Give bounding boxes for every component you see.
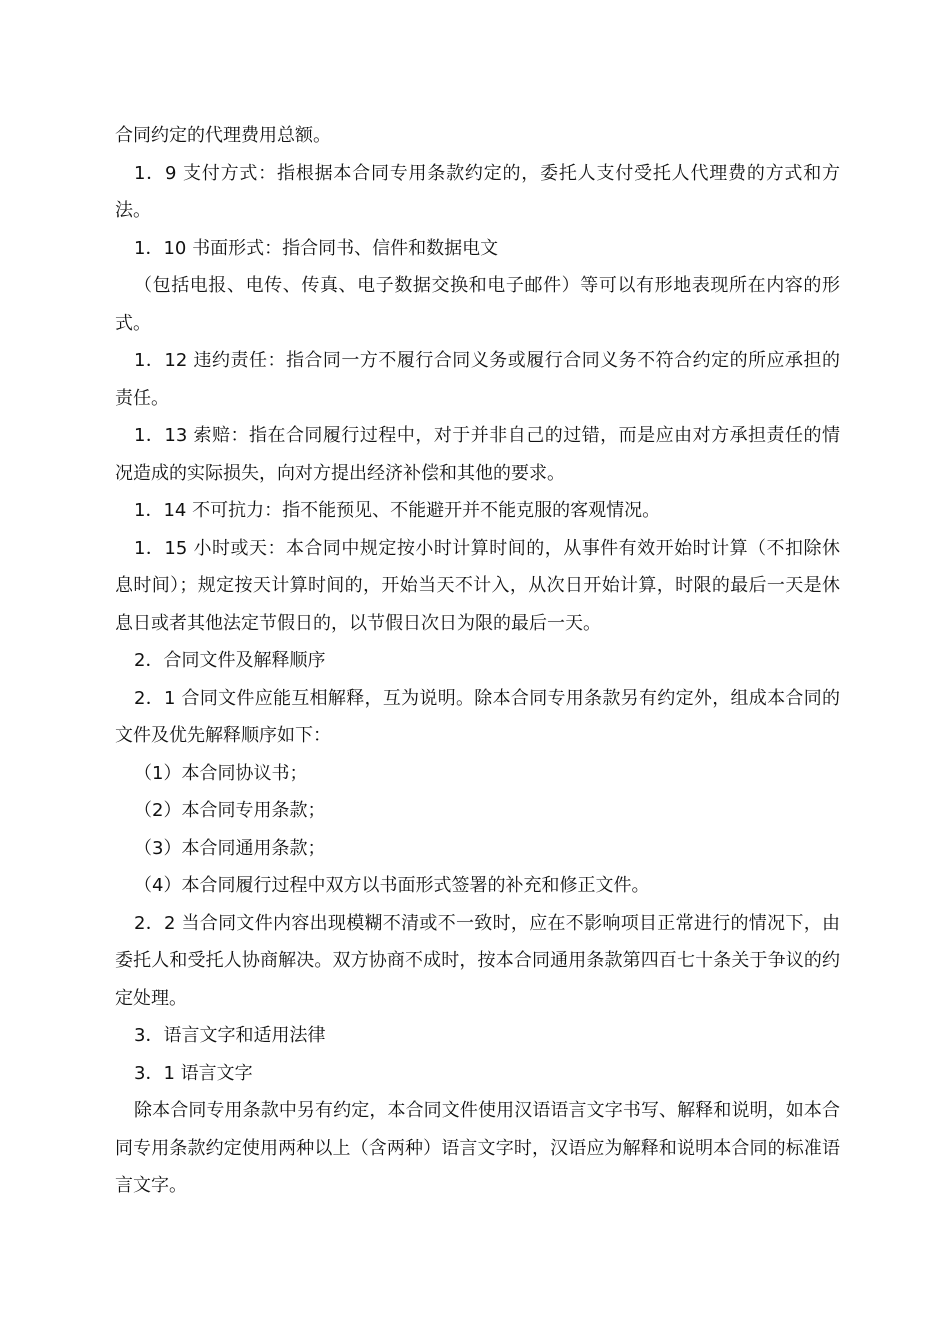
- clause-1-9: 1．9 支付方式：指根据本合同专用条款约定的，委托人支付受托人代理费的方式和方法。: [115, 162, 840, 221]
- list-item-4: （4）本合同履行过程中双方以书面形式签署的补充和修正文件。: [134, 875, 650, 896]
- clause-1-13: 1．13 索赔：指在合同履行过程中，对于并非自己的过错，而是应由对方承担责任的情况造成的实际损失，向对方提出经济补偿和其他的要求。: [115, 425, 840, 484]
- paragraph-continuation: 合同约定的代理费用总额。: [115, 125, 331, 146]
- list-item-1: （1）本合同协议书；: [134, 762, 308, 784]
- clause-1-10-continued: （包括电报、电传、传真、电子数据交换和电子邮件）等可以有形地表现所在内容的形式。: [115, 275, 840, 334]
- document-body: [115, 117, 840, 1205]
- section-2-heading: 2．合同文件及解释顺序: [134, 650, 326, 671]
- clause-1-10: 1．10 书面形式：指合同书、信件和数据电文: [134, 237, 499, 259]
- list-item-2: （2）本合同专用条款；: [134, 800, 326, 821]
- clause-1-12: 1．12 违约责任：指合同一方不履行合同义务或履行合同义务不符合约定的所应承担的责任。: [115, 350, 840, 409]
- clause-2-1: 2．1 合同文件应能互相解释，互为说明。除本合同专用条款另有约定外，组成本合同的文件及优先解释顺序如下：: [115, 687, 840, 746]
- clause-3-1-body: 除本合同专用条款中另有约定，本合同文件使用汉语语言文字书写、解释和说明，如本合同专用条款约定使用两种以上（含两种）语言文字时，汉语应为解释和说明本合同的标准语言文字。: [115, 1100, 840, 1196]
- clause-1-15: 1．15 小时或天：本合同中规定按小时计算时间的，从事件有效开始时计算（不扣除休息时间）；规定按天计算时间的，开始当天不计入，从次日开始计算，时限的最后一天是休息日或者其他法定节假日的，以节假日次日为限的最后一天。: [115, 537, 840, 634]
- clause-3-1-heading: 3．1 语言文字: [134, 1062, 253, 1084]
- list-item-3: （3）本合同通用条款；: [134, 837, 326, 859]
- clause-2-2: 2．2 当合同文件内容出现模糊不清或不一致时，应在不影响项目正常进行的情况下，由委托人和受托人协商解决。双方协商不成时，按本合同通用条款第四百七十条关于争议的约定处理。: [115, 912, 840, 1009]
- section-3-heading: 3．语言文字和适用法律: [134, 1025, 326, 1046]
- clause-1-14: 1．14 不可抗力：指不能预见、不能避开并不能克服的客观情况。: [134, 500, 661, 521]
